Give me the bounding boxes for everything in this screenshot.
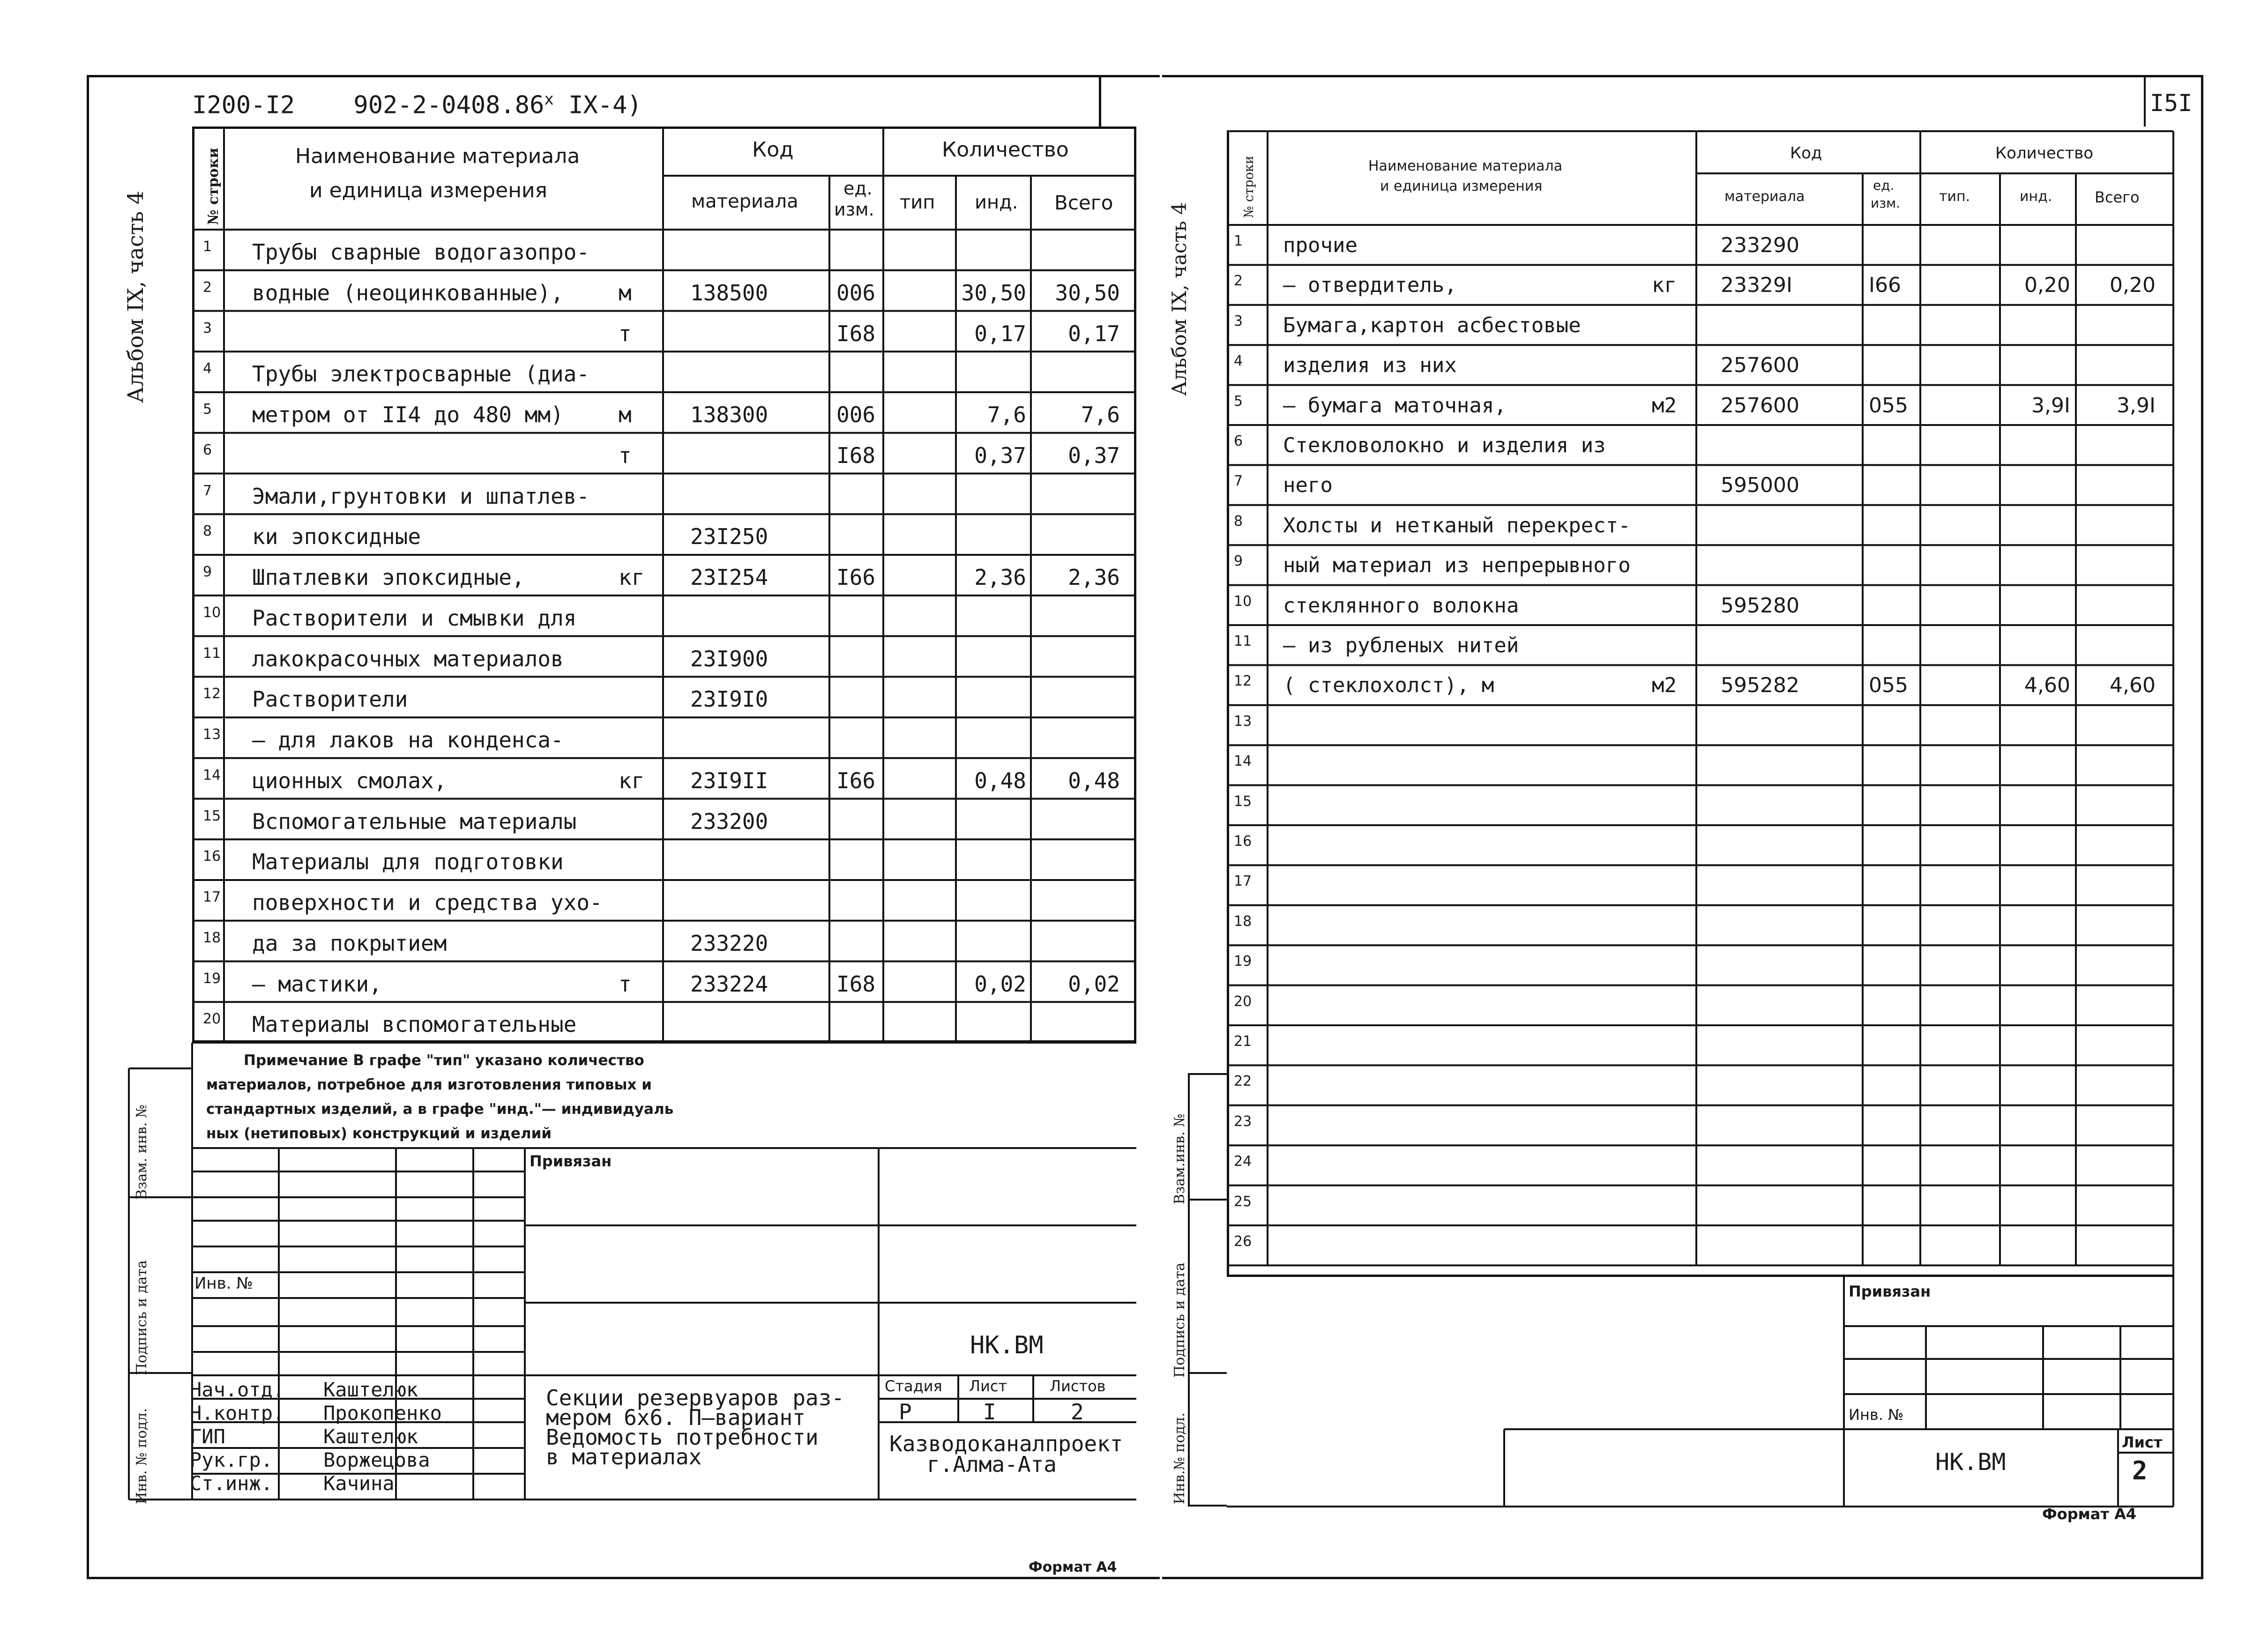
left-row-ind: 0,17 xyxy=(974,321,1026,346)
right-row-no: 16 xyxy=(1234,833,1252,850)
left-row-no: 19 xyxy=(203,970,221,987)
signature-name: Прокопенко xyxy=(323,1402,442,1425)
right-row-name: стеклянного волокна xyxy=(1283,593,1519,618)
right-row-no: 18 xyxy=(1234,913,1252,930)
right-row-no: 3 xyxy=(1234,313,1243,329)
right-row-ind: 4,60 xyxy=(2024,673,2070,698)
right-row-name: ный материал из непрерывного xyxy=(1283,553,1631,578)
left-row-unit: кг xyxy=(619,565,645,590)
left-row-name: ки эпоксидные xyxy=(252,524,421,550)
left-row-no: 12 xyxy=(203,686,221,702)
project-code-sup: x xyxy=(544,90,554,109)
left-row-unit: т xyxy=(619,971,632,997)
right-page-no: I5I xyxy=(2150,90,2193,117)
right-row-no: 15 xyxy=(1234,793,1252,810)
signature-role: Ст.инж. xyxy=(190,1472,273,1495)
sheets-value: 2 xyxy=(1071,1399,1084,1425)
left-row-ind: 0,37 xyxy=(974,442,1026,468)
signature-name: Качина xyxy=(323,1472,395,1495)
left-row-total: 0,37 xyxy=(1068,442,1120,468)
right-col-name-l1: Наименование материала xyxy=(1368,158,1563,174)
left-row-name: Растворители xyxy=(252,686,408,712)
right-row-code: 595282 xyxy=(1721,673,1799,698)
left-row-no: 4 xyxy=(203,360,212,377)
right-privyazan: Привязан xyxy=(1849,1283,1931,1300)
right-row-code: 595000 xyxy=(1721,473,1799,498)
right-row-no: 24 xyxy=(1234,1153,1252,1170)
right-row-no: 12 xyxy=(1234,673,1252,690)
left-row-name: поверхности и средства ухо- xyxy=(252,890,603,915)
left-row-name: Растворители и смывки для xyxy=(252,605,577,631)
left-col-code-unit-l2: изм. xyxy=(834,199,874,220)
right-row-name: Стекловолокно и изделия из xyxy=(1283,433,1606,457)
right-row-no: 14 xyxy=(1234,753,1252,770)
right-row-name: – бумага маточная, xyxy=(1283,393,1507,418)
left-row-code: 233220 xyxy=(690,930,768,956)
left-row-ed: I66 xyxy=(836,768,876,793)
right-row-no: 19 xyxy=(1234,953,1252,970)
sheet-value: I xyxy=(983,1399,996,1425)
right-row-no: 26 xyxy=(1234,1233,1252,1250)
stage-value: Р xyxy=(899,1399,912,1425)
right-row-total: 0,20 xyxy=(2110,273,2156,298)
left-row-unit: т xyxy=(619,321,632,346)
left-row-name: метром от II4 до 480 мм) xyxy=(252,402,564,427)
right-col-q-total: Всего xyxy=(2095,188,2140,206)
right-col-quantity: Количество xyxy=(1995,144,2094,163)
right-row-name: ( стеклохолст), м xyxy=(1283,673,1494,698)
left-album-label: Альбом IX, часть 4 xyxy=(123,190,148,403)
right-row-code: 257600 xyxy=(1721,353,1799,378)
left-row-code: 233200 xyxy=(690,808,768,834)
left-row-no: 6 xyxy=(203,441,212,458)
signature-name: Каштелюк xyxy=(323,1425,418,1448)
note-line-1: Примечание В графе "тип" указано количество xyxy=(244,1052,644,1069)
project-code: 902-2-0408.86 xyxy=(353,91,545,119)
left-row-no: 10 xyxy=(203,604,221,621)
right-row-name: прочие xyxy=(1283,233,1358,257)
left-row-no: 14 xyxy=(203,767,221,783)
left-row-ed: I66 xyxy=(836,565,876,590)
left-inv-no: Инв. № xyxy=(194,1274,253,1293)
left-row-total: 2,36 xyxy=(1068,565,1120,590)
right-row-name: него xyxy=(1283,473,1333,498)
left-row-unit: кг xyxy=(619,768,645,793)
right-row-name: – отвердитель, xyxy=(1283,273,1457,298)
left-side-label-podpis: Подпись и дата xyxy=(134,1260,150,1375)
left-col-rowno: № строки xyxy=(205,148,222,225)
title-line-4: в материалах xyxy=(546,1444,702,1470)
right-inv-no: Инв. № xyxy=(1849,1406,1904,1424)
sheet-code: I200-I2 xyxy=(192,91,295,119)
right-album-label: Альбом IX, часть 4 xyxy=(1168,202,1191,396)
project-part: IX-4) xyxy=(568,91,642,119)
left-row-code: 138300 xyxy=(690,402,768,427)
left-row-ed: I68 xyxy=(836,971,876,997)
right-row-unit: кг xyxy=(1652,273,1677,298)
right-row-name: Бумага,картон асбестовые xyxy=(1283,313,1581,337)
left-format-label: Формат А4 xyxy=(1029,1559,1117,1575)
stage-label: Стадия xyxy=(885,1377,942,1395)
left-row-total: 7,6 xyxy=(1081,402,1120,427)
right-row-code: 23329I xyxy=(1721,273,1792,298)
right-row-ind: 3,9I xyxy=(2031,393,2070,418)
left-row-ind: 2,36 xyxy=(974,565,1026,590)
right-row-ed: 055 xyxy=(1869,393,1908,418)
org-line-1: Казводоканалпроект xyxy=(889,1431,1123,1456)
left-row-no: 9 xyxy=(203,564,212,580)
left-row-no: 1 xyxy=(203,239,212,255)
signature-role: Рук.гр. xyxy=(190,1448,273,1471)
right-col-q-type: тип. xyxy=(1939,188,1970,205)
left-side-label-vzam: Взам. инв. № xyxy=(134,1104,150,1200)
left-row-name: Эмали,грунтовки и шпатлев- xyxy=(252,483,590,509)
right-row-no: 5 xyxy=(1234,393,1243,410)
left-row-code: 23I9I0 xyxy=(690,686,768,712)
left-row-total: 0,48 xyxy=(1068,768,1120,793)
left-row-no: 2 xyxy=(203,279,212,296)
left-row-no: 17 xyxy=(203,889,221,905)
left-col-quantity: Количество xyxy=(942,138,1069,162)
right-doc-code: НК.ВМ xyxy=(1935,1448,2006,1476)
right-row-no: 22 xyxy=(1234,1073,1252,1090)
left-col-name-l2: и единица измерения xyxy=(309,179,548,202)
signature-role: Н.контр. xyxy=(190,1402,285,1425)
left-col-q-total: Всего xyxy=(1054,191,1113,214)
right-side-label-vzam: Взам.инв. № xyxy=(1171,1113,1188,1204)
right-col-rowno: № строки xyxy=(1242,156,1256,218)
org-line-2: г.Алма-Ата xyxy=(927,1452,1057,1477)
left-row-ind: 0,48 xyxy=(974,768,1026,793)
left-col-name-l1: Наименование материала xyxy=(295,144,580,168)
right-row-no: 25 xyxy=(1234,1193,1252,1210)
right-row-no: 11 xyxy=(1234,633,1252,649)
left-row-name: Материалы вспомогательные xyxy=(252,1012,577,1037)
sheet-label: Лист xyxy=(969,1377,1007,1395)
signature-role: Нач.отд. xyxy=(190,1378,285,1401)
right-row-no: 6 xyxy=(1234,433,1243,449)
left-privyazan: Привязан xyxy=(530,1152,612,1170)
left-row-code: 23I900 xyxy=(690,646,768,672)
right-side-label-inv: Инв.№ подл. xyxy=(1171,1412,1188,1504)
left-row-name: – для лаков на конденса- xyxy=(252,727,564,753)
right-row-ed: I66 xyxy=(1869,273,1901,298)
left-row-total: 0,02 xyxy=(1068,971,1120,997)
right-row-name: изделия из них xyxy=(1283,353,1457,378)
left-row-name: водные (неоцинкованные), xyxy=(252,280,564,306)
title-line-3: Ведомость потребности xyxy=(546,1425,819,1450)
right-row-ed: 055 xyxy=(1869,673,1908,698)
left-row-name: – мастики, xyxy=(252,971,382,997)
left-row-ed: I68 xyxy=(836,442,876,468)
note-line-2: материалов, потребное для изготовления типовых и xyxy=(206,1076,652,1093)
left-row-no: 5 xyxy=(203,401,212,418)
left-row-ed: 006 xyxy=(836,280,876,306)
right-row-no: 10 xyxy=(1234,593,1252,610)
right-row-no: 21 xyxy=(1234,1033,1252,1050)
right-row-no: 23 xyxy=(1234,1113,1252,1130)
right-row-code: 257600 xyxy=(1721,393,1799,418)
left-row-name: ционных смолах, xyxy=(252,768,447,793)
right-col-code-material: материала xyxy=(1724,188,1805,205)
left-row-code: 23I250 xyxy=(690,524,768,550)
left-side-label-inv: Инв. № подл. xyxy=(134,1408,150,1504)
note-line-4: ных (нетиповых) конструкций и изделий xyxy=(206,1125,552,1142)
left-col-q-ind: инд. xyxy=(975,192,1018,213)
left-row-no: 16 xyxy=(203,848,221,865)
left-col-code: Код xyxy=(752,138,794,162)
right-row-no: 17 xyxy=(1234,873,1252,890)
right-row-name: – из рубленых нитей xyxy=(1283,634,1519,657)
right-row-no: 7 xyxy=(1234,473,1243,490)
left-col-code-unit-l1: ед. xyxy=(843,178,873,199)
right-col-q-ind: инд. xyxy=(2020,188,2052,205)
left-row-name: Трубы сварные водогазопро- xyxy=(252,239,590,265)
title-line-1: Секции резервуаров раз- xyxy=(546,1385,844,1410)
right-row-code: 595280 xyxy=(1721,593,1799,618)
left-col-code-material: материала xyxy=(691,191,798,212)
left-row-code: 23I254 xyxy=(690,565,768,590)
left-row-no: 13 xyxy=(203,726,221,743)
note-line-3: стандартных изделий, а в графе "инд."— индивидуаль xyxy=(206,1101,674,1118)
right-row-no: 13 xyxy=(1234,713,1252,730)
left-row-ind: 30,50 xyxy=(961,280,1026,306)
right-row-ind: 0,20 xyxy=(2024,273,2070,298)
right-row-code: 233290 xyxy=(1721,233,1799,257)
signature-name: Каштелюк xyxy=(323,1378,418,1401)
title-line-2: мером 6х6. П–вариант xyxy=(546,1405,806,1430)
left-row-no: 20 xyxy=(203,1011,221,1028)
right-row-no: 2 xyxy=(1234,273,1243,290)
left-row-name: да за покрытием xyxy=(252,930,447,956)
right-sheet-value: 2 xyxy=(2132,1456,2148,1485)
left-row-no: 3 xyxy=(203,320,212,336)
left-row-ind: 7,6 xyxy=(987,402,1026,427)
left-row-name: лакокрасочных материалов xyxy=(252,646,564,672)
signature-name: Воржецова xyxy=(323,1448,430,1471)
right-row-no: 9 xyxy=(1234,553,1243,570)
left-row-no: 8 xyxy=(203,523,212,540)
right-row-no: 1 xyxy=(1234,233,1243,249)
right-col-code-unit-l1: ед. xyxy=(1873,178,1895,193)
left-row-unit: м xyxy=(619,280,632,306)
left-row-total: 0,17 xyxy=(1068,321,1120,346)
left-row-no: 11 xyxy=(203,645,221,662)
right-sheet-label: Лист xyxy=(2122,1433,2163,1451)
left-row-unit: м xyxy=(619,402,632,427)
right-col-code-unit-l2: изм. xyxy=(1871,195,1901,211)
left-doc-code: НК.ВМ xyxy=(970,1331,1044,1359)
sheets-label: Листов xyxy=(1050,1377,1106,1395)
left-row-name: Материалы для подготовки xyxy=(252,849,564,875)
left-row-no: 15 xyxy=(203,807,221,824)
left-row-total: 30,50 xyxy=(1055,280,1120,306)
left-row-code: 138500 xyxy=(690,280,768,306)
right-row-unit: м2 xyxy=(1652,673,1677,698)
right-col-code: Код xyxy=(1790,144,1822,163)
right-row-unit: м2 xyxy=(1652,393,1677,418)
left-row-name: Шпатлевки эпоксидные, xyxy=(252,565,525,590)
right-row-no: 20 xyxy=(1234,993,1252,1010)
left-row-ed: I68 xyxy=(836,321,876,346)
left-row-unit: т xyxy=(619,442,632,468)
left-col-q-type: тип xyxy=(900,192,935,213)
left-row-code: 23I9II xyxy=(690,768,768,793)
right-row-total: 4,60 xyxy=(2110,673,2156,698)
left-row-name: Трубы электросварные (диа- xyxy=(252,361,590,387)
left-row-ind: 0,02 xyxy=(974,971,1026,997)
signature-role: ГИП xyxy=(190,1425,225,1448)
left-row-name: Вспомогательные материалы xyxy=(252,808,577,834)
right-side-label-podpis: Подпись и дата xyxy=(1171,1262,1188,1378)
right-row-no: 4 xyxy=(1234,353,1243,370)
right-format-label: Формат А4 xyxy=(2042,1505,2137,1523)
left-row-no: 18 xyxy=(203,929,221,946)
right-row-no: 8 xyxy=(1234,513,1243,530)
right-row-total: 3,9I xyxy=(2117,393,2156,418)
right-col-name-l2: и единица измерения xyxy=(1380,178,1543,194)
left-row-no: 7 xyxy=(203,482,212,499)
left-row-ed: 006 xyxy=(836,402,876,427)
right-row-name: Холсты и нетканый перекрест- xyxy=(1283,513,1631,537)
left-row-code: 233224 xyxy=(690,971,768,997)
